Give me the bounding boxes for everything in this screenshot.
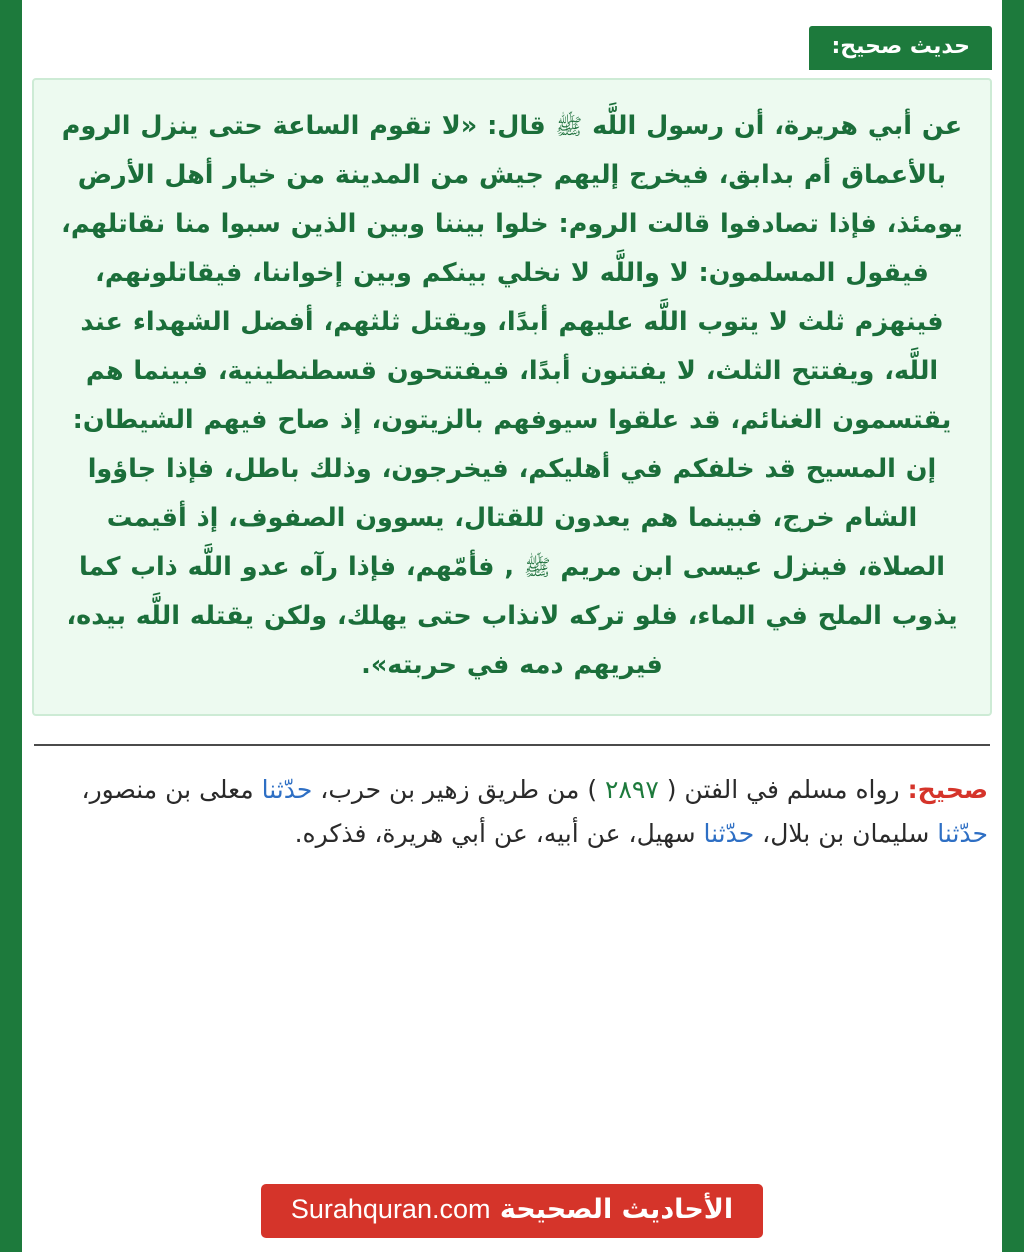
document-body (22, 0, 1002, 1252)
hadith-grade-label: حديث صحيح: (809, 26, 992, 70)
hadith-text-part2: قال: «لا تقوم الساعة حتى ينزل الروم بالأعماق أم بدابق، فيخرج إليهم جيش من المدينة من خيار أهل الأرض يومئذ، فإذا تصادفوا قالت الروم: خلوا بيننا وبين الذين سبوا منا نقاتلهم، فيقول المسلمون: لا واللَّه لا نخلي بينكم وبين إخواننا، فيقاتلونهم، فينهزم ثلث لا يتوب اللَّه عليهم أبدًا، ويقتل ثلثهم، أفضل الشهداء عند اللَّه، ويفتتح الثلث، لا يفتنون أبدًا، فيفتتحون قسطنطينية، فبينما هم يقتسمون الغنائم، قد علقوا سيوفهم بالزيتون، إذ صاح فيهم الشيطان: إن المسيح قد خلفكم في أهليكم، فيخرجون، وذلك باطل، فإذا جاؤوا الشام خرج، فبينما هم يعدون للقتال، يسوون الصفوف، إذ أقيمت الصلاة، فينزل عيسى ابن مريم (61, 111, 963, 582)
hadith-text-part3: , فأمّهم، فإذا رآه عدو اللَّه ذاب كما يذوب الملح في الماء، فلو تركه لانذاب حتى يهلك، ولكن يقتله اللَّه بيده، فيريهم دمه في حربته». (66, 551, 958, 680)
takhrij-text-5: سهيل، عن أبيه، عن أبي هريرة، فذكره. (294, 819, 696, 849)
hadith-number: ٢٨٩٧ (605, 774, 659, 804)
hadith-text (60, 102, 964, 689)
alayhi-salam-icon: ﷺ (523, 555, 551, 581)
takhrij-text-2: ) من طريق زهير بن حرب، (312, 774, 598, 804)
takhrij-text-1: رواه مسلم في الفتن ( (666, 774, 900, 804)
site-footer-badge[interactable] (261, 1184, 763, 1238)
hadith-text-part1: عن أبي هريرة، أن رسول اللَّه (592, 111, 963, 142)
narration-term-2: حدّثنا (937, 819, 988, 849)
hadith-box (32, 78, 992, 715)
narration-term-3: حدّثنا (703, 819, 755, 849)
divider (34, 744, 990, 746)
footer-tagline: الأحاديث الصحيحة (499, 1194, 734, 1225)
sallallahu-alayhi-wasallam-icon: ﷺ (555, 115, 583, 141)
takhrij-text-3: معلى بن منصور، (81, 774, 254, 804)
takhrij-grade: صحيح: (907, 774, 988, 804)
narration-term-1: حدّثنا (261, 774, 313, 804)
takhrij-text-4: سليمان بن بلال، (754, 819, 930, 849)
takhrij-paragraph (36, 768, 988, 857)
footer-site-name: Surahquran.com (290, 1194, 491, 1224)
header-row (22, 0, 1002, 70)
footer-row (22, 1184, 1002, 1252)
